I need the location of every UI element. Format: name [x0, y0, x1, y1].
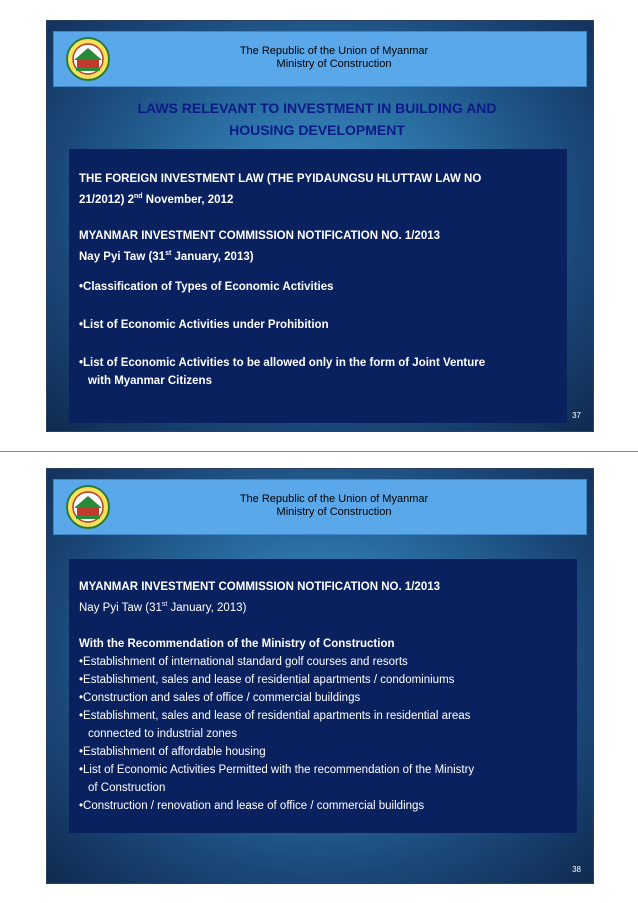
- slide-header: [53, 31, 587, 87]
- content-box: [69, 559, 577, 833]
- law-reference: [79, 171, 561, 209]
- notification-title: MYANMAR INVESTMENT COMMISSION NOTIFICATION NO. 1/2013: [79, 230, 441, 242]
- law-date-sup: nd: [134, 193, 143, 200]
- list-item: •Construction / renovation and lease of office / commercial buildings: [79, 800, 425, 812]
- notification-reference: [79, 579, 571, 617]
- republic-name: The Republic of the Union of Myanmar: [239, 493, 429, 505]
- law-number: 21/2012) 2: [79, 193, 134, 206]
- place-b: January, 2013): [171, 250, 254, 263]
- list-item: •Establishment, sales and lease of residential apartments in residential areas: [79, 710, 471, 722]
- ministry-logo-icon: [62, 484, 114, 530]
- list-item: •List of Economic Activities Permitted with the recommendation of the Ministry: [79, 764, 475, 776]
- law-line1: THE FOREIGN INVESTMENT LAW (THE PYIDAUNGSU HLUTTAW LAW NO: [79, 173, 482, 185]
- notification-reference: [79, 228, 561, 266]
- slide-37: [46, 20, 594, 432]
- bullet-joint-venture-line2: with Myanmar Citizens: [88, 375, 212, 387]
- republic-name: The Republic of the Union of Myanmar: [239, 45, 429, 57]
- list-item: •Establishment of international standard golf courses and resorts: [79, 656, 408, 668]
- ministry-logo-icon: [62, 36, 114, 82]
- recommendation-list: [79, 635, 571, 815]
- ministry-heading: [174, 45, 494, 71]
- page-number: 37: [572, 411, 581, 420]
- place-a: Nay Pyi Taw (31: [79, 601, 162, 614]
- law-line2: [79, 194, 233, 206]
- bullet-joint-venture-line1: •List of Economic Activities to be allowed only in the form of Joint Venture: [79, 357, 486, 369]
- place-sup: st: [161, 601, 168, 608]
- page-divider: [0, 451, 638, 452]
- page-number: 38: [572, 865, 581, 874]
- content-box: [69, 149, 567, 423]
- law-date: November, 2012: [142, 193, 234, 206]
- list-item: •Establishment of affordable housing: [79, 746, 266, 758]
- notification-place: [79, 602, 246, 614]
- slide-title-line1: LAWS RELEVANT TO INVESTMENT IN BUILDING AND: [137, 100, 497, 116]
- recommendation-heading: With the Recommendation of the Ministry of Construction: [79, 638, 395, 650]
- place-sup: st: [165, 250, 172, 257]
- bullet-prohibition: •List of Economic Activities under Prohibition: [79, 319, 329, 331]
- list-item: •Establishment, sales and lease of residential apartments / condominiums: [79, 674, 455, 686]
- ministry-heading: [174, 493, 494, 519]
- list-item-continuation: of Construction: [88, 782, 166, 794]
- ministry-name: Ministry of Construction: [276, 58, 392, 70]
- slide-title-line2: HOUSING DEVELOPMENT: [229, 122, 405, 138]
- slide-header: [53, 479, 587, 535]
- list-item-continuation: connected to industrial zones: [88, 728, 237, 740]
- place-a: Nay Pyi Taw (31: [79, 250, 166, 263]
- bullet-classification: •Classification of Types of Economic Activities: [79, 281, 334, 293]
- list-item: •Construction and sales of office / commercial buildings: [79, 692, 361, 704]
- slide-title: [87, 97, 547, 141]
- notification-place: [79, 251, 254, 263]
- slide-38: [46, 468, 594, 884]
- bullet-joint-venture: [79, 354, 561, 390]
- notification-title: MYANMAR INVESTMENT COMMISSION NOTIFICATION NO. 1/2013: [79, 581, 441, 593]
- place-b: January, 2013): [167, 601, 247, 614]
- ministry-name: Ministry of Construction: [276, 506, 392, 518]
